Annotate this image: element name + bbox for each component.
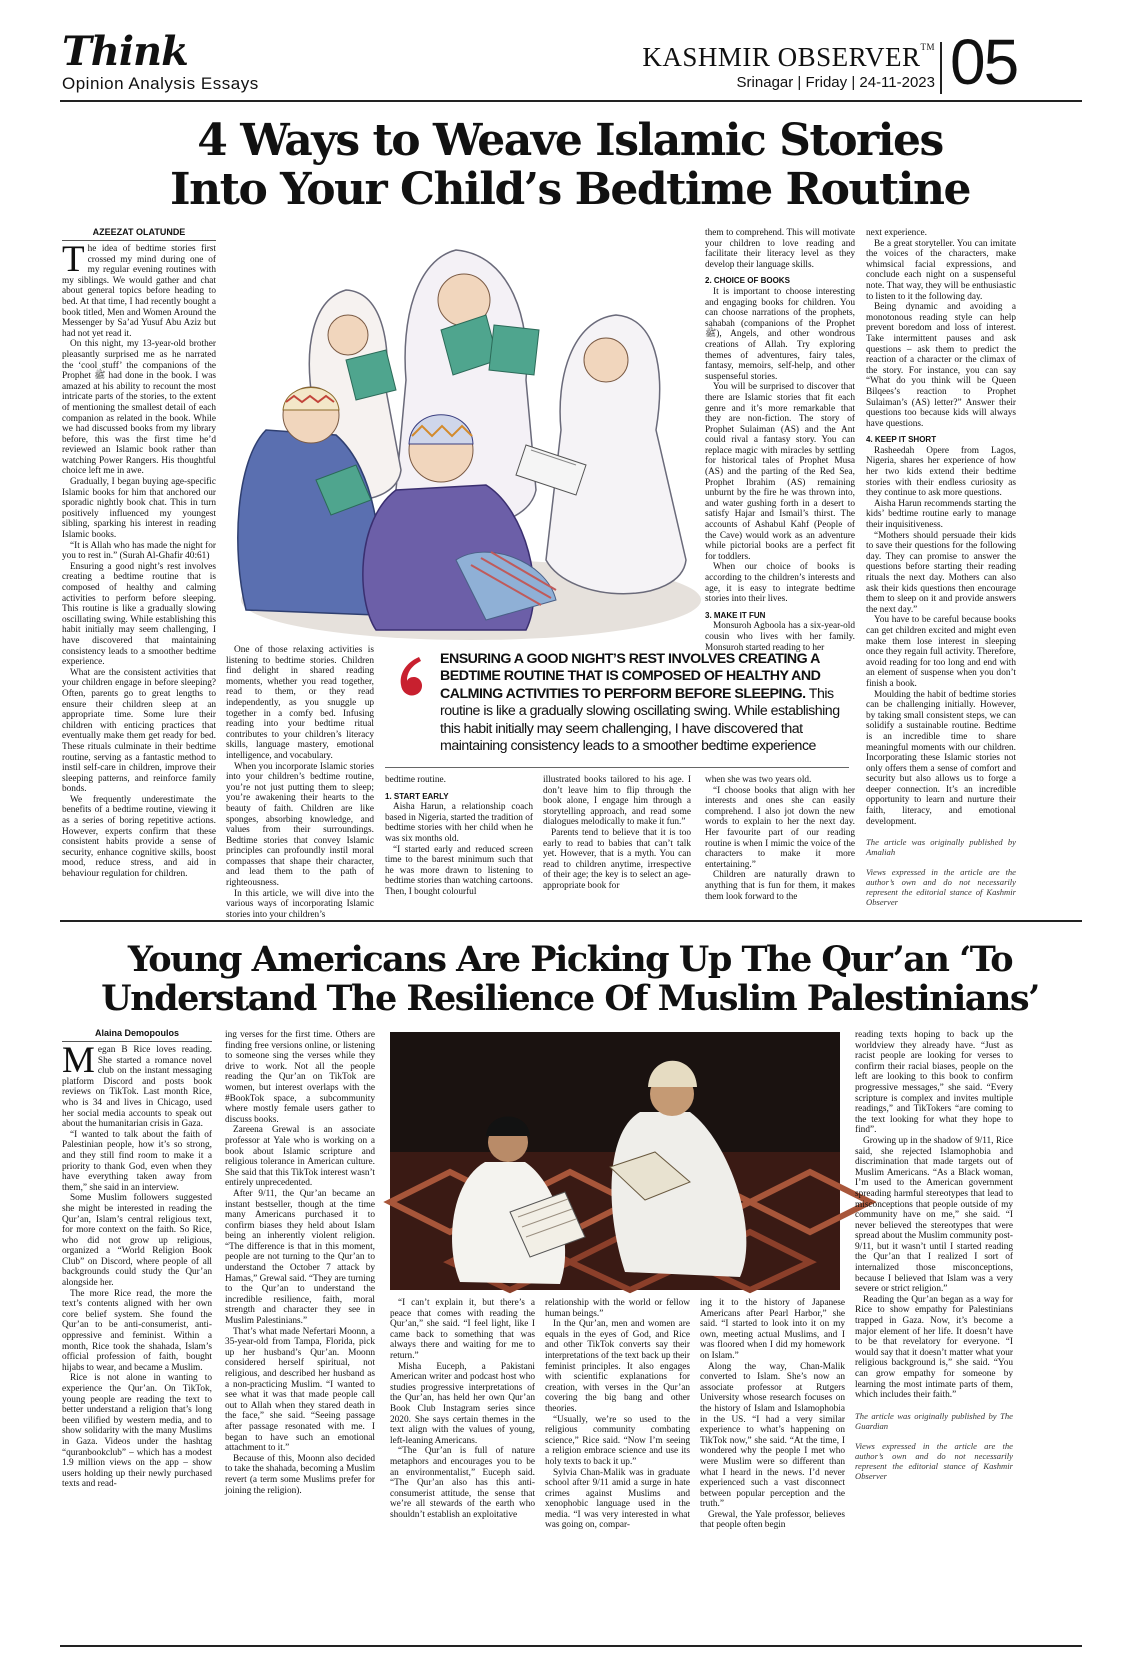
article2-column-5 [700,1298,845,1635]
pull-quote-rule [385,767,849,768]
paragraph: Misha Euceph, a Pakistani American writer and podcast host who studies progressive interpretations of the Qur’an, has held her own Qur’an Book Club Instagram series since 2020. She says certain themes in the text align with the values of young, left-leaning Americans. [390,1361,535,1446]
article2-column-4 [545,1298,690,1635]
dateline: Srinagar | Friday | 24-11-2023 [736,74,935,91]
subheading: 2. CHOICE OF BOOKS [705,276,790,286]
newspaper-name [642,42,935,73]
paragraph: them to comprehend. This will motivate your children to love reading and facilitate their literacy level as they develop their language skills. [705,228,855,270]
article1-headline-line1: 4 Ways to Weave Islamic Stories [197,115,943,166]
paragraph: Gradually, I began buying age-specific Islamic books for him that anchored our sporadic nightly book chat. This in turn positively influenced my youngest sibling, sparking his interest in reading Islamic books. [62,477,216,541]
subheading: 1. START EARLY [385,791,449,801]
newspaper-name-text: KASHMIR OBSERVER [642,42,921,72]
paragraph: ing verses for the first time. Others are finding free versions online, or listening to someone sing the verses while they drive to work. Not all the people reading the Qur’an on TikTok are women, but interest overlaps with the #BookTok space, a subcommunity where mostly female users gather to discuss books. [225,1030,375,1125]
paragraph: Be a great storyteller. You can imitate the voices of the characters, make whimsical facial expressions, and conclude each night on a suspenseful note. That way, they will be enthusiastic to listen to it the following day. [866,238,1016,302]
trademark-mark: TM [920,42,935,52]
photo-graphic [390,1032,840,1290]
article2-column-2 [225,1030,375,1635]
paragraph: Moulding the habit of bedtime stories can be challenging initially. However, by taking small consistent steps, we can solidify a sustainable routine. Bedtime is an incredible time to share meaningful moments with our children. Incorporating these Islamic stories not only offers them a sense of comfort and security but also allows us to forge a deeper connection. It’s an incredible opportunity to learn and nurture their faith, literacy, and emotional development. [866,689,1016,827]
paragraph: “The Qur’an is full of nature metaphors and encourages you to be an environmentalist,” Euceph said. “The Qur’an also has this anti-consumerist attitude, the sense that we’re all stewards of the earth who shouldn’t establish an exploitative [390,1446,535,1520]
drop-cap: T [62,239,85,280]
paragraph: “It is Allah who has made the night for you to rest in.” (Surah Al-Ghafir 40:61) [62,540,216,562]
article1-column-1 [62,239,217,892]
paragraph: Aisha Harun recommends starting the kids’ bedtime routine early to manage their inquisitiveness. [866,498,1016,531]
paragraph: reading texts hoping to back up the worldview they already have. “Just as racist people are looking for verses to confirm their racial biases, people on the left are looking to this book to confirm progressive messages,” she said. “Every scripture is complex and invites multiple readings,” and TikTokers “are coming to the text looking for what they hope to find”. [855,1030,1013,1136]
paragraph: In this article, we will dive into the various ways of incorporating Islamic stories into your children’s [226,888,374,920]
paragraph: You have to be careful because books can get children excited and might even make them lose interest in sleeping once they regain full activity. Therefore, avoid reading for too long and end with an element of suspense when you don’t finish a book. [866,615,1016,689]
subheading: 3. MAKE IT FUN [705,610,766,620]
article1-column-5 [705,228,855,653]
paragraph: when she was two years old. [705,775,812,785]
paragraph: On this night, my 13-year-old brother pleasantly surprised me as he narrated the ‘cool stuff’ the companions of the Prophet ﷺ had done in the book. I was amazed at his ability to recount the most intricate parts of the stories, to the extent of mentioning the smallest detail of each companion as related in the book. While we had discussed books from my library before, this was the first time he’d reviewed an Islamic book rather than watching Power Rangers. His thoughtful choice left me in awe. [62,339,217,477]
paragraph: Being dynamic and avoiding a monotonous reading style can help prevent boredom and loss of interest. Take intermittent pauses and ask questions – ask them to predict the reaction of a character or the climax of the story. For instance, you can say “What do you think will be Queen Bilqees’s reaction to Prophet Sulaiman’s (AS) letter?” Answer their questions too because kids will always have questions. [866,302,1016,429]
pull-quote-rest: This routine is like a gradually slowing oscillating swing. While establishing this habit initially may seem challenging, I have discovered that maintaining consistency leads to a smoother bedtime experience [440,685,840,755]
section-title: Think [62,28,188,75]
article2-headline-line1: Young Americans Are Picking Up The Qur’an ‘To [127,939,1013,980]
paragraph: “I wanted to talk about the faith of Palestinian people, how it’s so strong, and they still find room to make it a priority to thank God, even when they have everything taken away from them,” she said in an interview. [62,1129,212,1193]
paragraph: We frequently underestimate the benefits of a bedtime routine, viewing it as a series of boring repetitive actions. However, experts confirm that these consistent habits provide a sense of security, enhance cognitive skills, boost mood, reduce stress, and aid in behaviour regulation for children. [62,794,216,880]
quote-mark-icon [397,655,431,699]
subheading: 4. KEEP IT SHORT [866,435,937,445]
paragraph: Rice is not alone in wanting to experience the Qur’an. On TikTok, young people are reading the text to better understand a religion that’s long been vilified by western media, and to show solidarity with the many Muslims in Gaza. Videos under the hashtag “quranbookclub” – which has a modest 1.9 million views on the app – show users holding up their newly purchased texts and read- [62,1373,212,1490]
paragraph: You will be surprised to discover that there are Islamic stories that fit each genre and it’s more remarkable that they are non-fiction. The story of Prophet Sulaiman (AS) and the Ant could rival a fantasy story. You can replace magic with miracles by settling for historical tales of Prophet Musa (AS) and the parting of the Red Sea, Prophet Ibrahim (AS) remaining unburnt by the fire he was thrown into, and water gushing forth in a desert to satisfy Hajar and Ismail’s thirst. The accounts of Ashabul Kahf (People of the Cave) would work as an adventure while pictorial books are a perfect fit for toddlers. [705,382,855,562]
drop-cap: M [62,1040,95,1081]
paragraph: Zareena Grewal is an associate professor at Yale who is working on a book about Islamic scripture and religious tolerance in American culture. She said that this TikTok interest wasn’t entirely unprecedented. [225,1125,375,1189]
section-subtitle: Opinion Analysis Essays [62,74,259,93]
article2-byline: Alaina Demopoulos [62,1028,212,1042]
article1-byline: AZEEZAT OLATUNDE [62,227,216,241]
paragraph: When you incorporate Islamic stories into your children’s bedtime routine, you’re not just putting them to sleep; you’re awakening their hearts to the beauty of faith. Children are like sponges, absorbing knowledge, and values from their surroundings. Bedtime stories that convey Islamic principles can profoundly instil moral compasses that shape their character, and lead them to the path of righteousness. [226,761,374,889]
source-note: The article was originally published by Amaliah [866,837,1016,858]
paragraph: Sylvia Chan-Malik was in graduate school after 9/11 amid a surge in hate crimes against Muslims and xenophobic language used in the media. “I was very interested in what was going on, compar- [545,1467,690,1531]
photo-boys-reading-quran [390,1032,840,1290]
paragraph: “Usually, we’re so used to the religious community combating science,” Rice said. “Now I’m seeing a religion embrace science and use its holy texts to back it up.” [545,1414,690,1467]
article1-column-2 [226,645,374,920]
paragraph: It is important to choose interesting and engaging books for children. You can choose narrations of the prophets, sahabah (companions of the Prophet ﷺ), Angels, and other wondrous creations of Allah. Try exploring themes of adventures, fairy tales, fantasy, memoirs, self-help, and other suspenseful stories. [705,286,855,382]
masthead-rule [60,100,1082,102]
page-number: 05 [950,26,1018,98]
paragraph: “I can’t explain it, but there’s a peace that comes with reading the Qur’an,” she said. “I feel light, like I came back to something that was always there and waiting for me to return.” [390,1298,535,1361]
bottom-rule [60,1645,1082,1647]
article1-column-5-continued [705,775,855,902]
paragraph: Parents tend to believe that it is too early to read to babies that can’t talk yet. However, that is a myth. You can read to children anytime, irrespective of their age; the key is to select an age-appropriate book for [543,827,691,891]
paragraph: In the Qur’an, men and women are equals in the eyes of God, and Rice and other TikTok converts say their interpretations of the text back up their feminist principles. It also engages with scientific explanations for creation, with verses in the Qur’an covering the big bang and other theories. [545,1319,690,1414]
illustration-mother-reading-to-children [226,230,696,640]
article1-column-4 [543,775,691,892]
article1-column-6 [866,228,1016,908]
paragraph: What are the consistent activities that your children engage in before sleeping? Often, parents go to great lengths to ensure their children sleep at an appropriate time. Some lure their children with enticing practices that eventually make them get ready for bed. These rituals culminate in their bedtime routine, serving as a fantastic method to instil self-care in children, improve their sleeping patterns, and reinforce family bonds. [62,667,216,795]
paragraph: Reading the Qur’an began as a way for Rice to show empathy for Palestinians trapped in Gaza. Now, it’s become a major element of her life. It doesn’t have to be that revelatory for everyone. “I would say that it doesn’t matter what your religious background is,” she said. “You can grow empathy for someone by learning the most intimate parts of them, which includes their faith.” [855,1294,1013,1401]
article1-headline-line2: Into Your Child’s Bedtime Routine [170,164,970,216]
paragraph: egan B Rice loves reading. She started a romance novel club on the instant messaging platform Discord and posts book reviews on TikTok. Last month Rice, who is 34 and lives in Chicago, used her social media accounts to speak out about the humanitarian crisis in Gaza. [62,1045,212,1130]
paragraph: That’s what made Nefertari Moonn, a 35-year-old from Tampa, Florida, pick up her husband’s Qur’an. Moonn considered herself spiritual, not religious, and described her husband as a non-practicing Muslim. “I wanted to see what it was that made people call out to Allah when they stared death in the face,” she said. “Seeing passage after passage resonated with me. I began to have such an emotional attachment to it.” [225,1326,375,1454]
article1-column-3 [385,775,533,897]
paragraph: After 9/11, the Qur’an became an instant bestseller, though at the time many Americans purchased it to confirm biases they held about Islam being an inherently violent religion. “The difference is that in this moment, people are not turning to the Qur’an to understand the October 7 attack by Hamas,” Grewal said. “They are turning to the Qur’an to understand the incredible resilience, faith, moral strength and character they see in Muslim Palestinians.” [225,1188,375,1327]
paragraph: One of those relaxing activities is listening to bedtime stories. Children find delight in shared reading moments, whether you read together, read to them, or they read independently, as you snuggle up together in a comfy bed. Infusing reading into your bedtime ritual contributes to your children’s literacy skills, language mastery, emotional intelligence, and vocabulary. [226,645,374,761]
paragraph: “Mothers should persuade their kids to save their questions for the following day. They can promise to answer the questions before starting their reading rituals the next day. Mothers can also ask their kids questions then encourage them to sleep on it and provide answers the next day.” [866,530,1016,615]
paragraph: Along the way, Chan-Malik converted to Islam. She’s now an associate professor at Rutgers University whose research focuses on the history of Islam and Islamophobia in the US. “I had a very similar experience to what’s happening on TikTok now,” she said. “At the time, I wondered why the people I met who were Muslim were so different than what I heard in the news. I’d never experienced such a vast disconnect between popular perception and the truth.” [700,1361,845,1510]
paragraph: Growing up in the shadow of 9/11, Rice said, she rejected Islamophobia and discrimination that made targets out of Muslim Americans. “As a Black woman, I’m used to the American government spreading harmful stereotypes that lead to misconceptions that people outside of my community have on me,” she said. “I never believed the stereotypes that were spread about the Muslim community post-9/11, but it wasn’t until I started reading the Qur’an that I realized I sort of internalized those misconceptions, because I believed that Islam was a very severe or strict religion.” [855,1135,1013,1295]
paragraph: Children are naturally drawn to anything that is fun for them, it makes them look forward to the [705,870,855,902]
paragraph: Monsuroh Agboola has a six-year-old cousin who lives with her family. Monsuroh started reading to her [705,621,855,653]
paragraph: bedtime routine. [385,775,446,785]
paragraph: Because of this, Moonn also decided to take the shahada, becoming a Muslim revert (a term some Muslims prefer for joining the religion). [225,1453,376,1496]
paragraph: Aisha Harun, a relationship coach based in Nigeria, started the tradition of bedtime stories with her child when he was six months old. [385,802,533,844]
article2-headline [100,940,1040,1018]
section-divider [60,920,1082,922]
illustration-graphic [226,230,696,640]
article1-headline [140,116,1000,215]
article2-column-3 [390,1298,535,1635]
pull-quote [440,651,845,755]
paragraph: “I started early and reduced screen time to the barest minimum such that he was more drawn to listening to bedtime stories than watching cartoons. Then, I bought colourful [385,844,533,897]
paragraph: “I choose books that align with her interests and ones she can easily comprehend. I also jot down the new words to explain to her the next day. Her favourite part of our reading routine is when I mimic the voice of the characters to make it more entertaining.” [705,785,855,870]
paragraph: he idea of bedtime stories first crossed my mind during one of my regular evening routines with my siblings. We would gather and chat about general topics before heading to bed. At that time, I had recently bought a book titled, Men and Women Around the Messenger by Sa’ad Yusuf Abu Aziz but had not yet read it. [62,244,216,339]
paragraph: The more Rice read, the more the text’s contents aligned with her own core belief system. She found the Qur’an to be anti-consumerist, anti-oppressive and feminist. Within a month, Rice took the shahada, Islam’s official profession of faith, bought hijabs to wear, and became a Muslim. [62,1288,212,1373]
disclaimer-note: Views expressed in the article are the author’s own and do not necessarily represent the editorial stance of Kashmir Observer [866,867,1016,908]
source-note: The article was originally published by The Guardian [855,1410,1013,1431]
paragraph: Rasheedah Opere from Lagos, Nigeria, shares her experience of how her two kids extend their bedtime stories with their endless curiosity as they continue to ask more questions. [866,445,1016,499]
paragraph: Grewal, the Yale professor, believes that people often begin [700,1509,845,1531]
paragraph: relationship with the world or fellow human beings.” [545,1298,690,1319]
article2-column-6 [855,1030,1013,1635]
disclaimer-note: Views expressed in the article are the author’s own and do not necessarily represent the editorial stance of Kashmir Observer [855,1440,1013,1481]
pull-quote-lead: ENSURING A GOOD NIGHT’S REST INVOLVES CREATING A BEDTIME ROUTINE THAT IS COMPOSED OF HEALTHY AND CALMING ACTIVITIES TO PERFORM BEFORE SLEEPING. [440,651,821,702]
article2-headline-line2: Understand The Resilience Of Muslim Palestinians’ [101,978,1039,1020]
paragraph: ing it to the history of Japanese Americans after Pearl Harbor,” she said. “I started to look into it on my own, meeting actual Muslims, and I was floored when I did my homework on Islam.” [700,1298,845,1361]
paragraph: Ensuring a good night’s rest involves creating a bedtime routine that is composed of healthy and calming activities to perform before sleeping. This routine is like a gradually slowing oscillating swing. While establishing this habit initially may seem challenging, I have discovered that maintaining consistency leads to a smoother bedtime experience. [62,561,216,668]
paragraph: illustrated books tailored to his age. I don’t leave him to flip through the book alone, I engage him through a storytelling approach, and read some dialogues melodically to make it fun.” [543,775,691,828]
masthead-divider [940,42,942,94]
paragraph: next experience. [866,228,927,238]
article2-column-1 [62,1040,212,1635]
paragraph: Some Muslim followers suggested she might be interested in reading the Qur’an, Islam’s central religious text, for more context on the faith. So Rice, who did not grow up religious, organized a “World Religion Book Club” on Discord, where people of all backgrounds could study the Qur’an alongside her. [62,1193,212,1289]
paragraph: When our choice of books is according to the children’s interests and age, it is easy to integrate bedtime stories into their lives. [705,562,855,605]
